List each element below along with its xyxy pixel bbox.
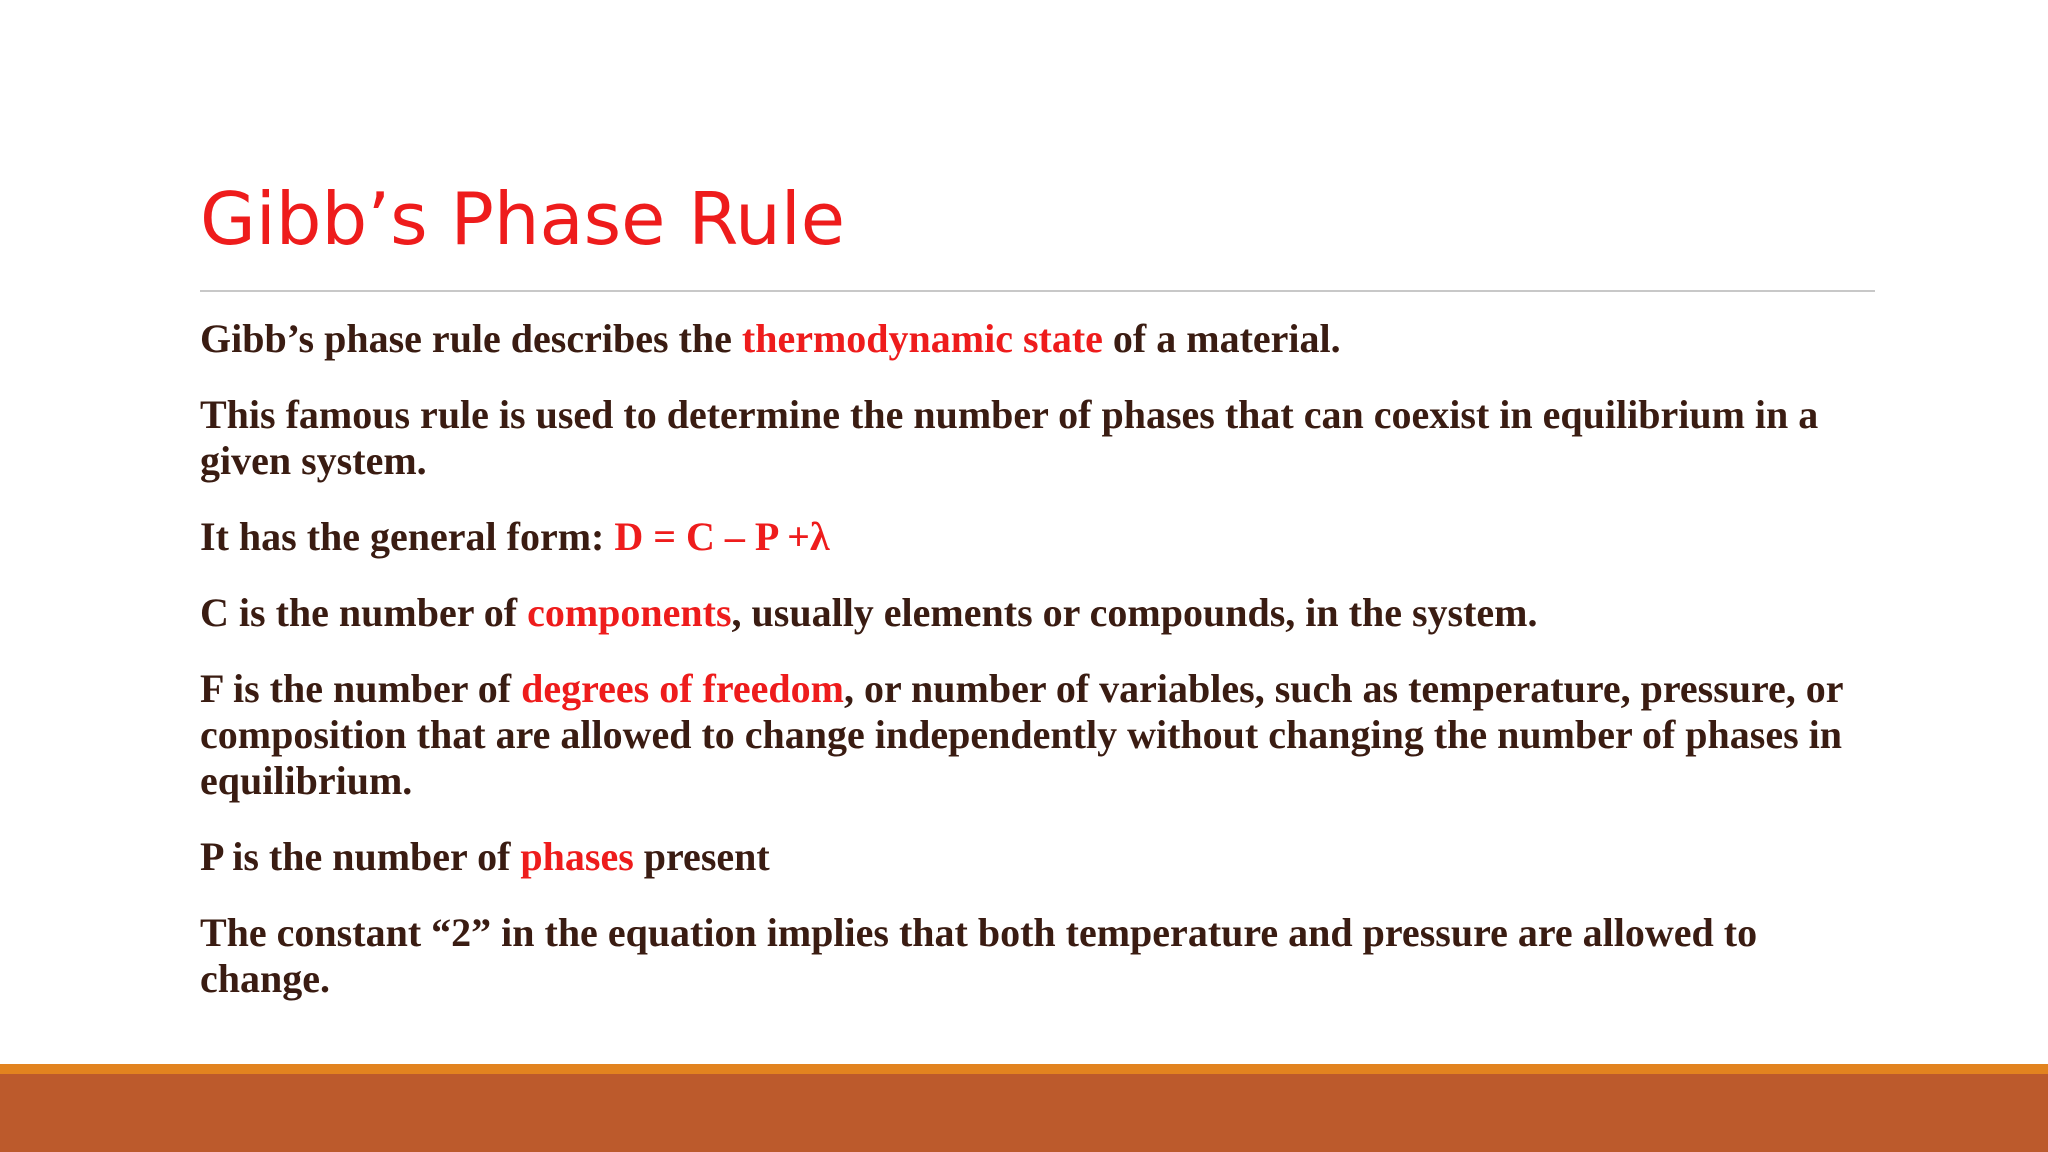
highlight-term: thermodynamic state (741, 316, 1103, 361)
paragraph-text: It has the general form: (200, 514, 615, 559)
title-divider (200, 290, 1875, 292)
paragraph-text: , usually elements or compounds, in the system. (731, 590, 1538, 635)
paragraph-text: of a material. (1102, 316, 1341, 361)
highlight-term: components (527, 590, 732, 635)
paragraph-text: The constant “2” in the equation implies that both temperature and pressure are allowed to change. (200, 910, 1758, 1001)
highlight-term: degrees of freedom (521, 666, 844, 711)
footer-accent-stripe (0, 1064, 2048, 1074)
paragraph-thermodynamic-state (200, 316, 1880, 362)
paragraph-text: present (633, 834, 770, 879)
formula: D = C – P +λ (614, 514, 830, 559)
highlight-term: phases (520, 834, 634, 879)
paragraph-text: , or number of variables, such as temperature, pressure, or composition that are allowed to change independently without changing the number of phases in equilibrium. (200, 666, 1843, 803)
paragraph-text: P is the number of (200, 834, 521, 879)
footer-band (0, 1074, 2048, 1152)
paragraph-text: F is the number of (200, 666, 522, 711)
paragraph-text: Gibb’s phase rule describes the (200, 316, 742, 361)
paragraph-famous-rule (200, 392, 1880, 484)
paragraph-text: This famous rule is used to determine the number of phases that can coexist in equilibrium in a given system. (200, 392, 1819, 483)
slide-body (200, 316, 1880, 1032)
paragraph-constant (200, 910, 1880, 1002)
paragraph-phases (200, 834, 1880, 880)
paragraph-degrees-of-freedom (200, 666, 1880, 804)
paragraph-general-form (200, 514, 1880, 560)
paragraph-text: C is the number of (200, 590, 528, 635)
slide-title: Gibb’s Phase Rule (200, 177, 846, 261)
paragraph-components (200, 590, 1880, 636)
